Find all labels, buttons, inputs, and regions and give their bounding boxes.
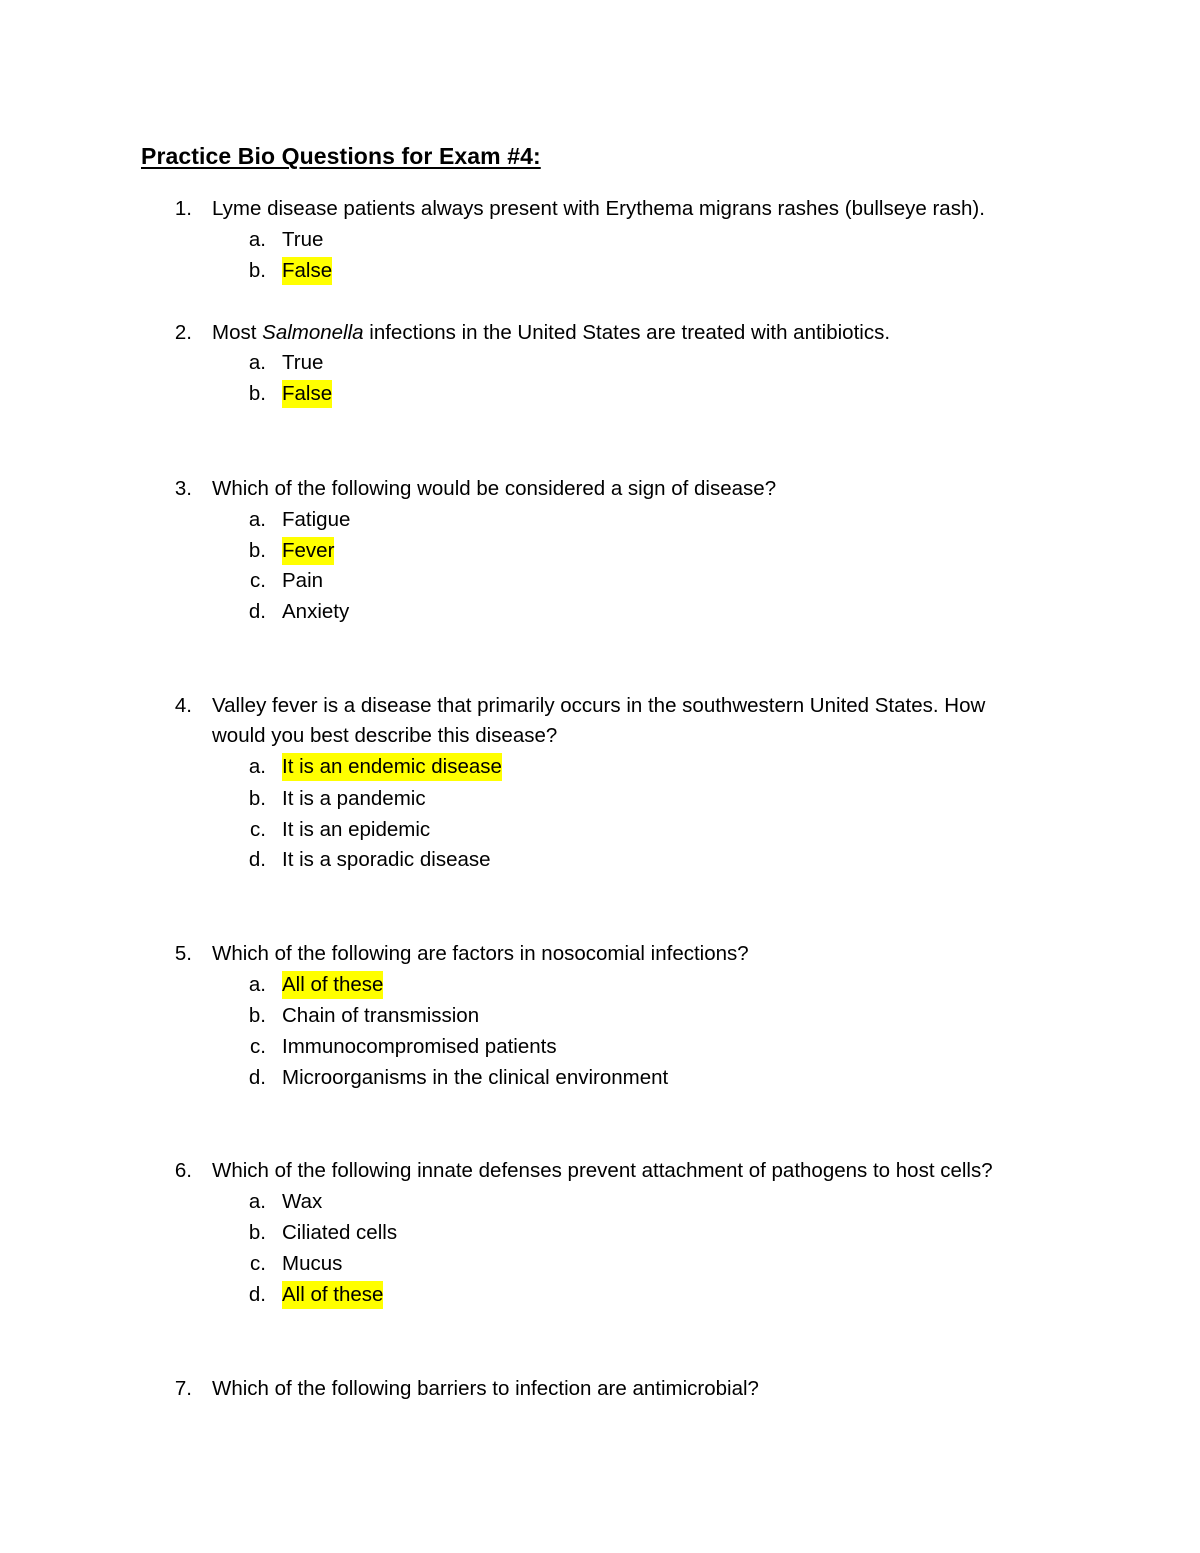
option-letter: b. [248,539,266,562]
question-text-end: infections in the United States are treated with antibiotics. [369,321,891,344]
correct-answer-highlight: Fever [282,537,334,565]
question-number: 6. [174,1159,192,1182]
question-text: Lyme disease patients always present with Erythema migrans rashes (bullseye rash). [212,197,985,220]
question-text: Which of the following barriers to infection are antimicrobial? [212,1377,759,1400]
correct-answer-highlight: All of these [282,971,383,999]
option-text: True [282,351,324,374]
correct-answer-highlight: It is an endemic disease [282,753,502,781]
option-text: Fatigue [282,508,351,531]
question-number: 5. [174,942,192,965]
question-number: 1. [174,197,192,220]
question-number: 3. [174,477,192,500]
option-text: Immunocompromised patients [282,1035,557,1058]
option-letter: c. [250,1252,266,1275]
question-number: 7. [174,1377,192,1400]
option-letter: a. [248,1190,266,1213]
option-letter: b. [248,787,266,810]
organism-name: Salmonella [262,321,364,344]
option-letter: c. [250,1035,266,1058]
question-text: would you best describe this disease? [212,724,558,747]
option-letter: d. [248,1066,266,1089]
option-text: It is a sporadic disease [282,848,491,871]
question-text: Which of the following would be considered a sign of disease? [212,477,777,500]
option-letter: a. [248,351,266,374]
option-text: It is an epidemic [282,818,431,841]
question-text-start: Most [212,321,257,344]
option-letter: a. [248,228,266,251]
question-number: 2. [174,321,192,344]
option-letter: b. [248,1004,266,1027]
option-letter: d. [248,600,266,623]
option-text: It is a pandemic [282,787,426,810]
question-text: Which of the following are factors in nosocomial infections? [212,942,749,965]
option-letter: b. [248,382,266,405]
question-text [212,319,890,347]
option-text: Chain of transmission [282,1004,480,1027]
option-letter: b. [248,1221,266,1244]
option-letter: a. [248,973,266,996]
option-letter: c. [250,569,266,592]
question-text: Which of the following innate defenses prevent attachment of pathogens to host cells? [212,1159,993,1182]
option-text: Anxiety [282,600,350,623]
option-letter: c. [250,818,266,841]
option-letter: b. [248,259,266,282]
option-letter: d. [248,848,266,871]
correct-answer-highlight: False [282,257,332,285]
option-text: Pain [282,569,324,592]
option-text: Microorganisms in the clinical environment [282,1066,669,1089]
question-number: 4. [174,694,192,717]
option-letter: a. [248,508,266,531]
page-title: Practice Bio Questions for Exam #4: [141,143,541,169]
option-letter: a. [248,755,266,778]
option-text: Ciliated cells [282,1221,398,1244]
option-text: Wax [282,1190,323,1213]
option-text: True [282,228,324,251]
correct-answer-highlight: False [282,380,332,408]
option-letter: d. [248,1283,266,1306]
correct-answer-highlight: All of these [282,1281,383,1309]
option-text: Mucus [282,1252,343,1275]
question-text: Valley fever is a disease that primarily occurs in the southwestern United States. How [212,694,986,717]
